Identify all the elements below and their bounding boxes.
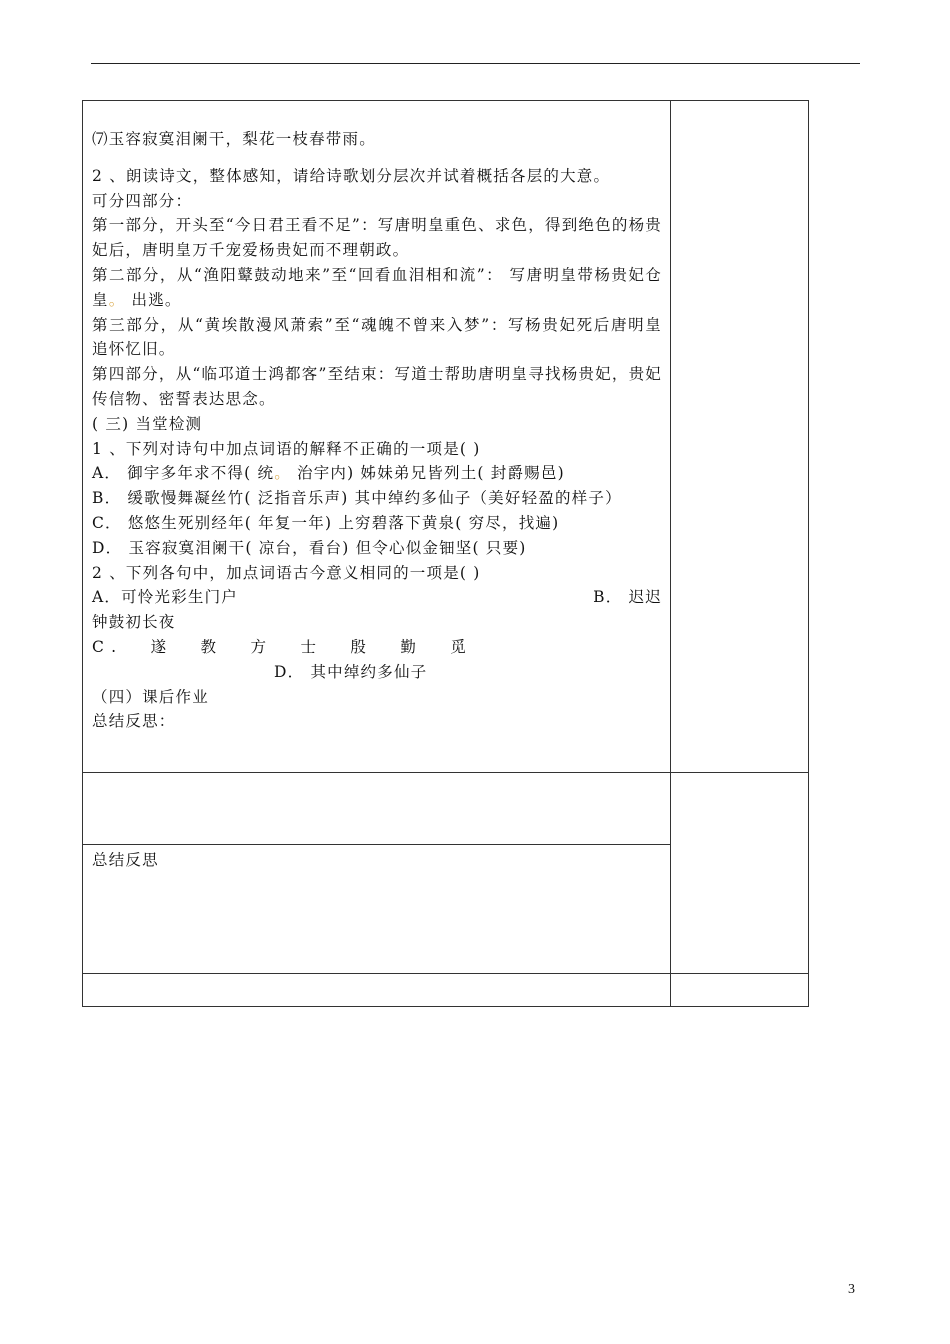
section-heading: （四）课后作业 xyxy=(92,687,209,706)
table-border xyxy=(82,100,83,1007)
text-paragraph: 第二部分，从“渔阳鼙鼓动地来”至“回看血泪相和流”： 写唐明皇带杨贵妃仓皇。 出逃。 xyxy=(92,265,662,309)
text-line: 可分四部分： xyxy=(92,191,193,210)
task-heading: 2 、朗读诗文，整体感知，请给诗歌划分层次并试着概括各层的大意。 xyxy=(92,166,611,185)
table-border xyxy=(808,100,809,1007)
poem-line: ⑺玉容寂寞泪阑干，梨花一枝春带雨。 xyxy=(92,130,376,148)
table-border xyxy=(82,772,809,773)
lesson-content xyxy=(92,127,662,734)
option-row: C . 遂 教 方 士 殷 勤 觅 xyxy=(92,637,467,656)
page-number: 3 xyxy=(848,1282,855,1297)
table-border xyxy=(82,1006,809,1007)
question: 1 、下列对诗句中加点词语的解释不正确的一项是( ) xyxy=(92,439,481,458)
table-border xyxy=(82,973,809,974)
table-border xyxy=(670,100,671,1007)
option-row: A．可怜光彩生门户 B． 迟迟 xyxy=(92,588,662,607)
summary-cell-label: 总结反思 xyxy=(92,851,159,869)
text-paragraph: 第三部分，从“黄埃散漫风萧索”至“魂魄不曾来入梦”：写杨贵妃死后唐明皇追怀忆旧。 xyxy=(92,315,662,359)
text-paragraph: 第一部分，开头至“今日君王看不足”：写唐明皇重色、求色，得到绝色的杨贵妃后，唐明皇万千宠爱杨贵妃而不理朝政。 xyxy=(92,216,662,260)
option: C． 悠悠生死别经年( 年复一年) 上穷碧落下黄泉( 穷尽，找遍) xyxy=(92,513,560,532)
option-continued: 钟鼓初长夜 xyxy=(92,613,176,632)
text-paragraph: 第四部分，从“临邛道士鸿都客”至结束：写道士帮助唐明皇寻找杨贵妃，贵妃传信物、密誓表达思念。 xyxy=(92,365,662,408)
header-rule xyxy=(91,63,860,64)
table-border xyxy=(82,844,670,845)
table-border xyxy=(82,100,809,101)
option: D． 玉容寂寞泪阑干( 凉台，看台) 但令心似金钿坚( 只要) xyxy=(92,538,527,557)
section-heading: ( 三) 当堂检测 xyxy=(92,414,203,433)
summary-label: 总结反思： xyxy=(92,712,176,731)
option: B． 缓歌慢舞凝丝竹( 泛指音乐声) 其中绰约多仙子（美好轻盈的样子） xyxy=(92,489,622,508)
option: A． 御宇多年求不得( 统。 治宇内) 姊妹弟兄皆列土( 封爵赐邑) xyxy=(92,464,565,483)
option: D． 其中绰约多仙子 xyxy=(274,662,428,681)
question: 2 、下列各句中，加点词语古今意义相同的一项是( ) xyxy=(92,563,481,582)
